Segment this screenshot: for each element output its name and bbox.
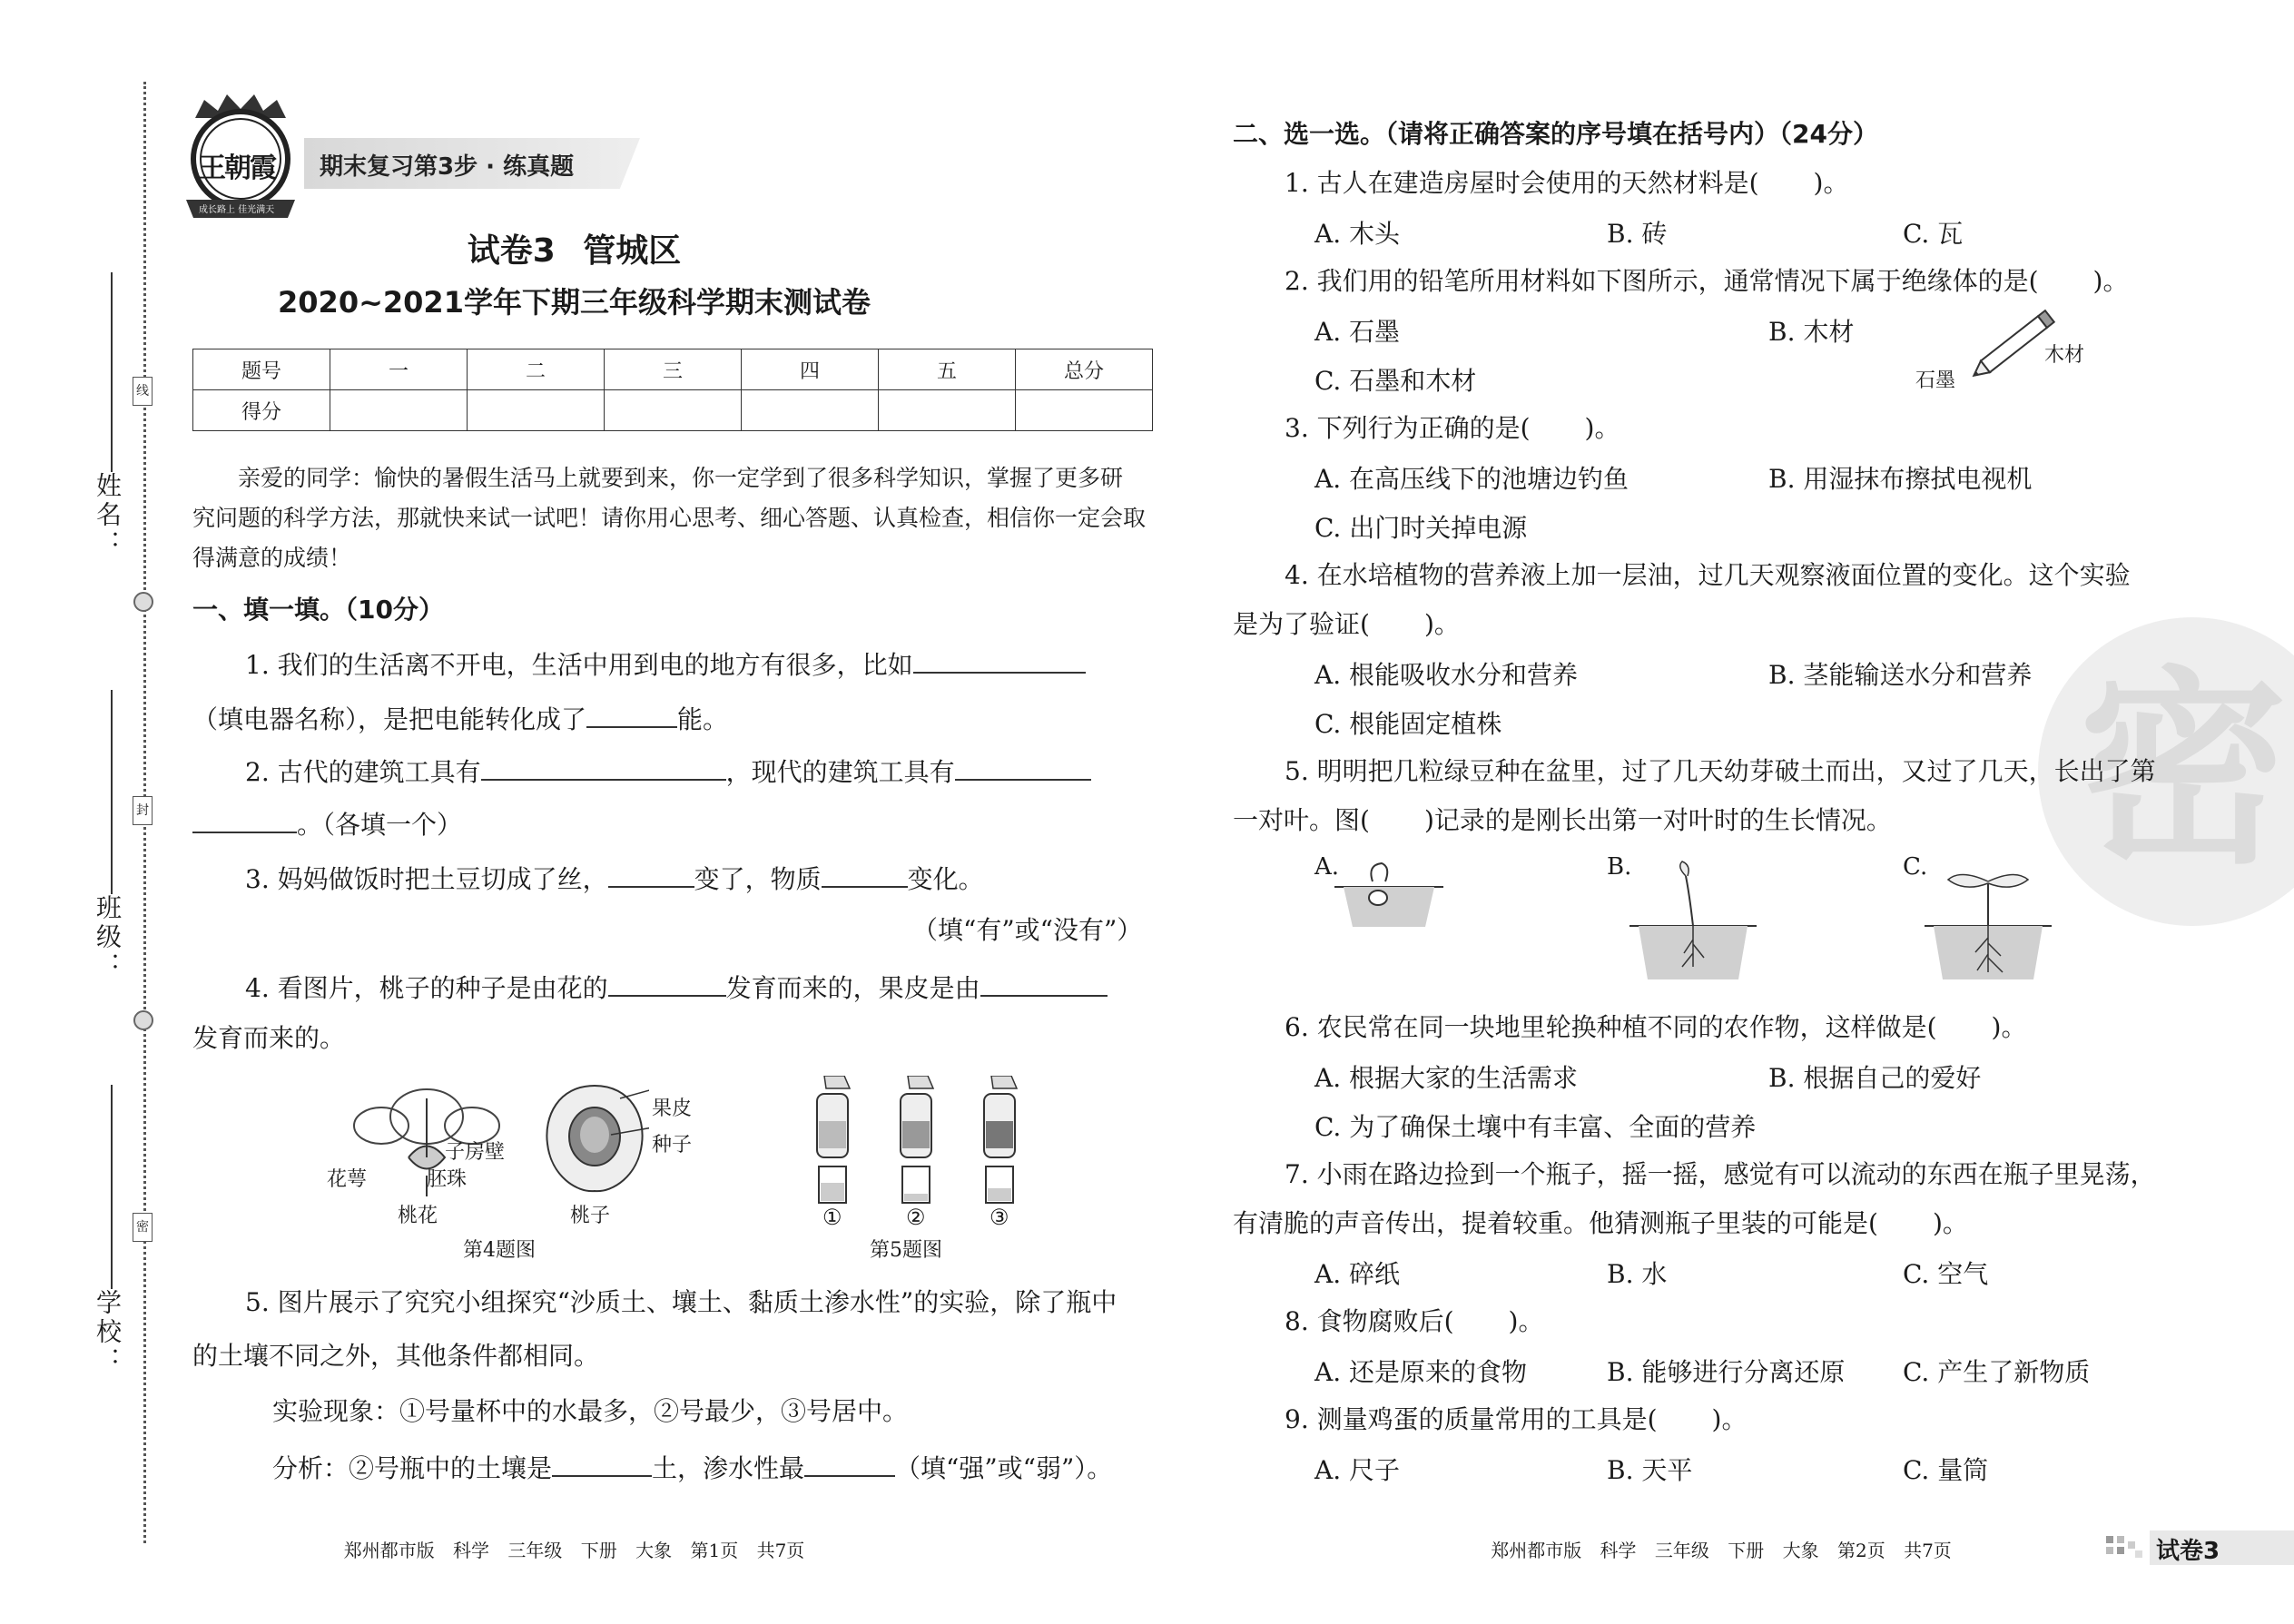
option-a[interactable]: A. 石墨: [1314, 317, 1401, 347]
figure-label: 果皮: [652, 1097, 693, 1120]
option-b[interactable]: B. 天平: [1607, 1455, 1693, 1485]
option-c[interactable]: C. 石墨和木材: [1314, 366, 1477, 396]
mc-question-1: 1. 古人在建造房屋时会使用的天然材料是( )。: [1285, 168, 1849, 198]
option-b[interactable]: B. 根据自己的爱好: [1768, 1063, 1982, 1093]
figure-label: 胚珠: [427, 1168, 468, 1191]
binding-hole-icon: [133, 1010, 153, 1030]
mc-question-2: 2. 我们用的铅笔所用材料如下图所示，通常情况下属于绝缘体的是( )。: [1285, 266, 2129, 296]
answer-blank[interactable]: [608, 968, 726, 997]
option-c[interactable]: C. 空气: [1903, 1259, 1989, 1289]
option-a[interactable]: A. 尺子: [1314, 1455, 1401, 1485]
seal-mark-seal: 封: [133, 796, 153, 825]
score-input-cell[interactable]: [879, 390, 1016, 431]
paper-title: 试卷3 管城区: [467, 232, 682, 270]
table-row: [193, 349, 1153, 390]
figure-label: 木材: [2044, 344, 2085, 367]
option-b[interactable]: B. 茎能输送水分和营养: [1768, 660, 2033, 690]
option-a[interactable]: A. 木头: [1314, 219, 1401, 249]
mc-question-4: 4. 在水培植物的营养液上加一层油，过几天观察液面位置的变化。这个实验: [1285, 560, 2131, 590]
table-cell: 总分: [1016, 349, 1153, 390]
answer-blank[interactable]: [822, 859, 908, 888]
figure-caption: 桃花: [398, 1205, 438, 1227]
intro-line: 究问题的科学方法，那就快来试一试吧！请你用心思考、细心答题、认真检查，相信你一定会取: [192, 505, 1147, 531]
question-5: 5. 图片展示了究究小组探究“沙质土、壤土、黏质土渗水性”的实验，除了瓶中: [245, 1287, 1117, 1317]
seedling-b-illustration: [1629, 858, 1757, 985]
page-tag: 试卷3: [2156, 1538, 2220, 1565]
option-a[interactable]: A. 根能吸收水分和营养: [1314, 660, 1579, 690]
score-input-cell[interactable]: [605, 390, 742, 431]
page-tag-pattern-icon: [2104, 1534, 2144, 1561]
answer-blank[interactable]: [552, 1448, 652, 1477]
section1-heading: 一、填一填。（10分）: [192, 595, 444, 625]
intro-paragraph: [192, 458, 1146, 578]
school-label: 学校：: [93, 1289, 123, 1376]
option-b[interactable]: B.: [1607, 853, 1632, 881]
figure-label: 花萼: [327, 1168, 368, 1191]
option-c[interactable]: C. 瓦: [1903, 219, 1964, 249]
figure-label: 子房壁: [445, 1141, 506, 1164]
mc-question-5-cont: 一对叶。图( )记录的是刚长出第一对叶时的生长情况。: [1233, 805, 1892, 835]
name-label: 姓名：: [93, 472, 123, 559]
question-5-observation: 实验现象：①号量杯中的水最多，②号最少，③号居中。: [272, 1396, 909, 1426]
answer-blank[interactable]: [804, 1448, 895, 1477]
score-input-cell[interactable]: [1016, 390, 1153, 431]
paper-subtitle: 2020~2021学年下期三年级科学期末测试卷: [278, 285, 871, 320]
seal-mark-line: 线: [133, 377, 153, 406]
option-a[interactable]: A. 根据大家的生活需求: [1314, 1063, 1579, 1093]
figure-5: [799, 1076, 1044, 1262]
watermark-glyph: 密: [2079, 650, 2289, 892]
seal-mark-secret: 密: [133, 1213, 153, 1242]
intro-line: 亲爱的同学：愉快的暑假生活马上就要到来，你一定学到了很多科学知识，掌握了更多研: [238, 465, 1124, 491]
figure-label: ③: [989, 1205, 1009, 1230]
mc-question-7: 7. 小雨在路边捡到一个瓶子，摇一摇，感觉有可以流动的东西在瓶子里晃荡，: [1285, 1159, 2156, 1189]
option-c[interactable]: C. 为了确保土壤中有丰富、全面的营养: [1314, 1112, 1757, 1142]
school-field-line[interactable]: [111, 1085, 113, 1289]
score-input-cell[interactable]: [742, 390, 879, 431]
figure-caption: 第5题图: [870, 1239, 942, 1262]
page-footer-left: 郑州都市版 科学 三年级 下册 大象 第1页 共7页: [343, 1540, 805, 1561]
question-4: 4. 看图片，桃子的种子是由花的 发育而来的，果皮是由: [245, 968, 1108, 1007]
option-c[interactable]: C.: [1903, 853, 1928, 881]
answer-blank[interactable]: [192, 804, 297, 833]
intro-line: 得满意的成绩！: [192, 545, 352, 571]
binding-hole-icon: [133, 592, 153, 612]
score-input-cell[interactable]: [330, 390, 468, 431]
answer-blank[interactable]: [913, 645, 1086, 674]
page-footer-right: 郑州都市版 科学 三年级 下册 大象 第2页 共7页: [1491, 1540, 1952, 1561]
question-1: 1. 我们的生活离不开电，生活中用到电的地方有很多，比如: [245, 645, 1086, 684]
table-cell: 五: [879, 349, 1016, 390]
table-cell: 一: [330, 349, 468, 390]
seedling-a-illustration: [1334, 858, 1443, 930]
option-b[interactable]: B. 能够进行分离还原: [1607, 1357, 1846, 1387]
mc-question-4-cont: 是为了验证( )。: [1233, 609, 1460, 639]
answer-blank[interactable]: [608, 859, 694, 888]
class-label: 班级：: [93, 894, 123, 981]
question-1-cont: （填电器名称），是把电能转化成了 能。: [192, 699, 728, 738]
question-5-analysis: 分析：②号瓶中的土壤是 土，渗水性最 （填“强”或“弱”）。: [272, 1448, 1112, 1487]
option-a[interactable]: A. 碎纸: [1314, 1259, 1401, 1289]
question-2: 2. 古代的建筑工具有 ，现代的建筑工具有: [245, 752, 1091, 791]
answer-blank[interactable]: [955, 752, 1091, 781]
option-b[interactable]: B. 用湿抹布擦拭电视机: [1768, 464, 2033, 494]
peach-fruit-illustration: [540, 1080, 649, 1198]
question-2-cont: 。（各填一个）: [192, 804, 462, 843]
figure-caption: 第4题图: [463, 1239, 536, 1262]
figure-label: 种子: [652, 1134, 693, 1156]
option-b[interactable]: B. 砖: [1607, 219, 1668, 249]
option-a[interactable]: A. 还是原来的食物: [1314, 1357, 1528, 1387]
question-3-hint: （填“有”或“没有”）: [912, 915, 1143, 945]
option-b[interactable]: B. 木材: [1768, 317, 1855, 347]
brand-logo: [177, 91, 304, 227]
table-cell: 四: [742, 349, 879, 390]
option-b[interactable]: B. 水: [1607, 1259, 1668, 1289]
answer-blank[interactable]: [586, 699, 677, 728]
answer-blank[interactable]: [481, 752, 726, 781]
figure-label: ①: [822, 1205, 842, 1230]
pencil-figure: [1906, 307, 2124, 392]
option-c[interactable]: C. 量筒: [1903, 1455, 1989, 1485]
option-a[interactable]: A.: [1314, 853, 1340, 881]
mc-question-7-cont: 有清脆的声音传出，提着较重。他猜测瓶子里装的可能是( )。: [1233, 1208, 1968, 1238]
mc-question-3: 3. 下列行为正确的是( )。: [1285, 413, 1620, 443]
figure-4: [327, 1080, 708, 1262]
mc-question-9: 9. 测量鸡蛋的质量常用的工具是( )。: [1285, 1404, 1748, 1434]
question-4-cont: 发育而来的。: [192, 1023, 346, 1053]
option-a[interactable]: A. 在高压线下的池塘边钓鱼: [1314, 464, 1629, 494]
answer-blank[interactable]: [980, 968, 1108, 997]
table-cell: 题号: [193, 349, 330, 390]
option-c[interactable]: C. 出门时关掉电源: [1314, 513, 1528, 543]
table-row: [193, 390, 1153, 431]
score-input-cell[interactable]: [468, 390, 605, 431]
figure-label: 石墨: [1915, 369, 1956, 392]
figure-label: ②: [906, 1205, 926, 1230]
option-c[interactable]: C. 根能固定植株: [1314, 709, 1502, 739]
section2-heading: 二、选一选。（请将正确答案的序号填在括号内）（24分）: [1233, 119, 1878, 149]
question-5-cont: 的土壤不同之外，其他条件都相同。: [192, 1341, 600, 1371]
mc-question-6: 6. 农民常在同一块地里轮换种植不同的农作物，这样做是( )。: [1285, 1012, 2027, 1042]
mc-question-5: 5. 明明把几粒绿豆种在盆里，过了几天幼芽破土而出，又过了几天，长出了第: [1285, 756, 2156, 786]
table-cell: 三: [605, 349, 742, 390]
option-c[interactable]: C. 产生了新物质: [1903, 1357, 2091, 1387]
score-table: [192, 349, 1153, 431]
brand-ribbon: 成长路上 佳光满天: [199, 205, 275, 215]
class-field-line[interactable]: [111, 690, 113, 894]
figure-caption: 桃子: [570, 1205, 611, 1227]
table-cell: 二: [468, 349, 605, 390]
question-3: 3. 妈妈做饭时把土豆切成了丝， 变了，物质 变化。: [245, 859, 984, 898]
mc-question-8: 8. 食物腐败后( )。: [1285, 1306, 1544, 1336]
brand-name: 王朝霞: [199, 153, 275, 184]
section-banner-text: 期末复习第3步 · 练真题: [320, 153, 575, 181]
seedling-c-illustration: [1925, 858, 2052, 985]
table-cell: 得分: [193, 390, 330, 431]
soil-seepage-illustration: [799, 1076, 1044, 1212]
